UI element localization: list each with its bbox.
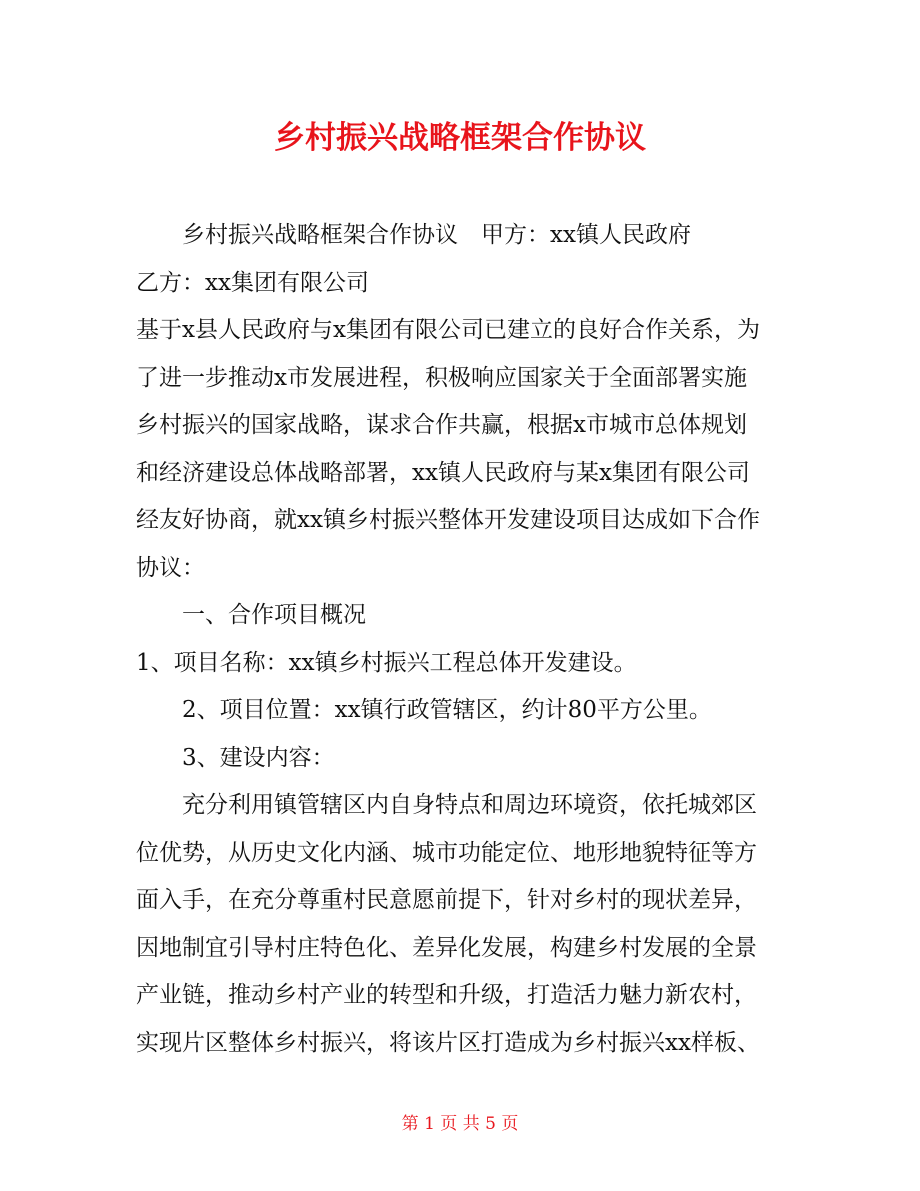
document-body bbox=[136, 212, 786, 1067]
text-line: 产业链，推动乡村产业的转型和升级，打造活力魅力新农村， bbox=[136, 982, 757, 1008]
document-title: 乡村振兴战略框架合作协议 bbox=[274, 120, 646, 156]
paragraph bbox=[136, 735, 786, 783]
paragraph bbox=[136, 307, 786, 592]
text-line: 2、项目位置：xx镇行政管辖区，约计80平方公里。 bbox=[182, 697, 712, 723]
text-line: 1、项目名称：xx镇乡村振兴工程总体开发建设。 bbox=[136, 649, 637, 676]
text-line: 实现片区整体乡村振兴，将该片区打造成为乡村振兴xx样板、 bbox=[136, 1029, 760, 1056]
text-line: 经友好协商，就xx镇乡村振兴整体开发建设项目达成如下合作 bbox=[136, 507, 760, 533]
text-line: 了进一步推动x市发展进程，积极响应国家关于全面部署实施 bbox=[136, 364, 747, 391]
text-line: 乡村振兴战略框架合作协议 甲方：xx镇人民政府 bbox=[182, 222, 691, 248]
text-line: 协议： bbox=[136, 554, 205, 581]
text-line: 基于x县人民政府与x集团有限公司已建立的良好合作关系，为 bbox=[136, 317, 760, 343]
paragraph bbox=[136, 640, 786, 688]
text-line: 位优势，从历史文化内涵、城市功能定位、地形地貌特征等方 bbox=[136, 839, 757, 866]
paragraph bbox=[136, 782, 786, 1067]
paragraph bbox=[136, 592, 786, 640]
text-line: 面入手，在充分尊重村民意愿前提下，针对乡村的现状差异， bbox=[136, 887, 757, 913]
paragraph bbox=[136, 212, 786, 260]
page-footer: 第 1 页 共 5 页 bbox=[401, 1114, 519, 1134]
text-line: 充分利用镇管辖区内自身特点和周边环境资，依托城郊区 bbox=[182, 792, 757, 818]
text-line: 因地制宜引导村庄特色化、差异化发展，构建乡村发展的全景 bbox=[136, 934, 757, 961]
text-line: 乡村振兴的国家战略，谋求合作共赢，根据x市城市总体规划 bbox=[136, 412, 747, 438]
text-line: 和经济建设总体战略部署，xx镇人民政府与某x集团有限公司 bbox=[136, 459, 750, 486]
text-line: 乙方：xx集团有限公司 bbox=[136, 269, 369, 296]
paragraph bbox=[136, 260, 786, 308]
text-line: 一、合作项目概况 bbox=[182, 602, 366, 628]
text-line: 3、建设内容： bbox=[182, 744, 335, 771]
paragraph bbox=[136, 687, 786, 735]
